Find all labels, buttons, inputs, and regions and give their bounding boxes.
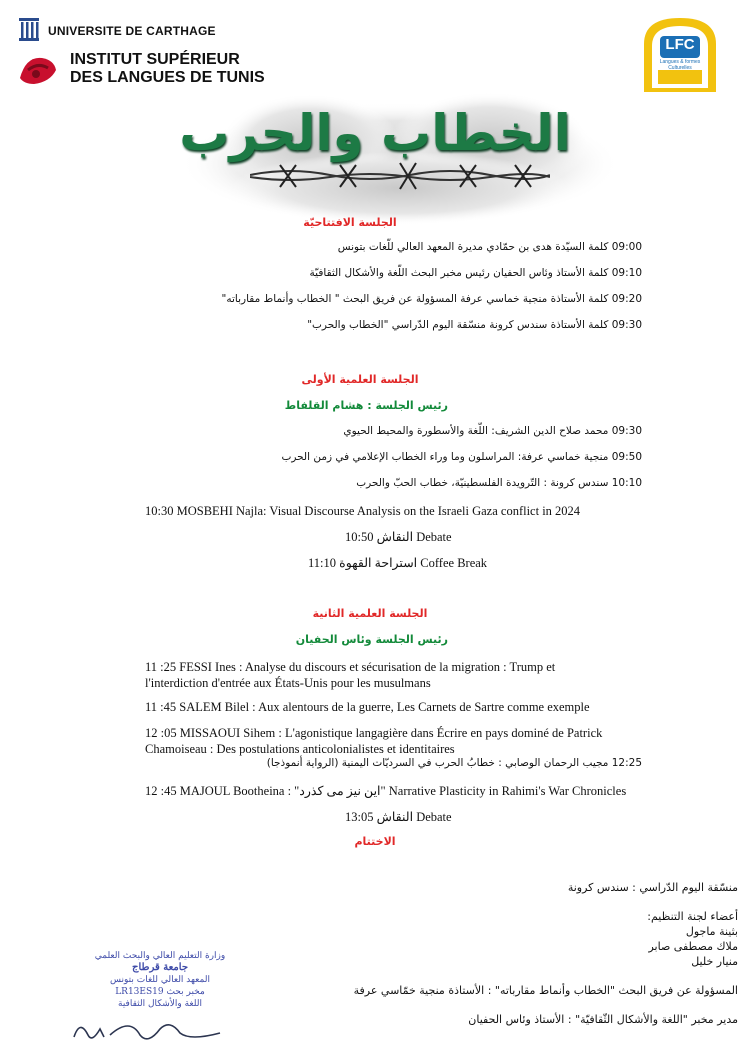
session1-item-3: 10:10 سندس كرونة : التّرويدة الفلسطينيّة، خطاب الحبّ والحرب	[356, 477, 642, 489]
session2-chair: رئيس الجلسة وئاس الحفيان	[295, 633, 448, 646]
session1-item-2: 09:50 منجية خماسي عرفة: المراسلون وما وراء الخطاب الإعلامي في زمن الحرب	[281, 451, 642, 463]
session2-debate: 13:05 النقاش Debate	[345, 810, 452, 824]
institute-logo-icon	[16, 52, 62, 88]
stamp-line: المعهد العالي للغات بتونس	[110, 975, 210, 985]
stamp-line: مخبر بحث LR13ES19	[115, 987, 205, 997]
team-lead: المسؤولة عن فريق البحث "الخطاب وأنماط مقارباته" : الأستاذة منجية خمّاسي عرفة	[353, 984, 738, 997]
session2-item-3-line1: 12 :05 MISSAOUI Sihem : L'agonistique langagière dans Écrire en pays dominé de Patrick	[145, 726, 603, 740]
session1-coffee-break: 11:10 استراحة القهوة Coffee Break	[308, 556, 488, 570]
coordinator: منسّقة اليوم الدّراسي : سندس كرونة	[567, 881, 738, 894]
lfc-logo-subtext: Langues & formes Culturelles	[659, 59, 701, 71]
university-logo-icon	[18, 14, 40, 42]
session1-debate: 10:50 النقاش Debate	[345, 530, 452, 544]
lab-director: مدير مخبر "اللغة والأشكال الثّقافيّة" : الأستاذ وئاس الحفيان	[468, 1013, 738, 1026]
institute-name-line1: INSTITUT SUPÉRIEUR	[70, 51, 240, 68]
session2-item-3-line2: Chamoiseau : Des postulations anticolonialistes et identitaires	[145, 742, 455, 756]
session2-item-1-line2: l'interdiction d'entrée aux États-Unis pour les musulmans	[145, 676, 431, 690]
opening-item-2: 09:10 كلمة الأستاذ وئاس الحفيان رئيس مخبر البحث اللّغة والأشكال الثقافيّة	[309, 267, 642, 279]
institute-name-line2: DES LANGUES DE TUNIS	[70, 69, 265, 86]
session1-item-1: 09:30 محمد صلاح الدين الشريف: اللّغة والأسطورة والمحيط الحيوي	[343, 425, 642, 437]
stamp-line: اللغة والأشكال الثقافية	[118, 999, 202, 1009]
session2-item-2: 11 :45 SALEM Bilel : Aux alentours de la guerre, Les Carnets de Sartre comme exemple	[145, 700, 590, 714]
session2-heading: الجلسة العلمية الثانية	[312, 607, 428, 620]
committee-heading: أعضاء لجنة التنظيم:	[647, 910, 738, 923]
committee-member: بثينة ماجول	[685, 925, 738, 938]
page-title: الخطاب والحرب	[179, 104, 571, 162]
session2-item-1	[145, 659, 555, 691]
opening-item-3: 09:20 كلمة الأستاذة منجية خماسي عرفة المسؤولة عن فريق البحث " الخطاب وأنماط مقارباته"	[221, 293, 642, 305]
lfc-logo	[640, 14, 720, 94]
opening-session-heading: الجلسة الافتتاحيّة	[303, 216, 397, 229]
session2-item-3	[145, 725, 602, 757]
committee-member: ملاك مصطفى صابر	[648, 940, 738, 953]
committee-member: منيار خليل	[691, 955, 738, 968]
session2-item-5: 12 :45 MAJOUL Bootheina : "اين نيز مى كذرد" Narrative Plasticity in Rahimi's War Chronicles	[145, 784, 627, 798]
opening-item-1: 09:00 كلمة السيّدة هدى بن حمّادي مديرة المعهد العالي للّغات بتونس	[337, 241, 642, 253]
barbed-wire-icon	[250, 155, 550, 195]
closing-heading: الاختتام	[354, 835, 396, 848]
session1-chair: رئيس الجلسة : هشام القلفاط	[284, 399, 448, 412]
stamp-line: وزارة التعليم العالي والبحث العلمي	[94, 951, 226, 961]
opening-item-4: 09:30 كلمة الأستاذة سندس كرونة منسّقة اليوم الدّراسي "الخطاب والحرب"	[307, 319, 642, 331]
signature-icon	[70, 1015, 240, 1045]
university-name: UNIVERSITE DE CARTHAGE	[48, 24, 216, 38]
session1-item-4: 10:30 MOSBEHI Najla: Visual Discourse Analysis on the Israeli Gaza conflict in 2024	[145, 504, 581, 518]
stamp-line: جامعة قرطاج	[131, 962, 188, 973]
session1-heading: الجلسة العلمية الأولى	[301, 373, 419, 386]
session2-item-4: 12:25 مجيب الرحمان الوصابي : خطابُ الحرب في السرديّات اليمنية (الرواية أنموذجا)	[266, 757, 642, 769]
session2-item-1-line1: 11 :25 FESSI Ines : Analyse du discours et sécurisation de la migration : Trump et	[145, 660, 556, 674]
lfc-logo-text: LFC	[665, 36, 695, 53]
institute-name	[70, 51, 265, 87]
